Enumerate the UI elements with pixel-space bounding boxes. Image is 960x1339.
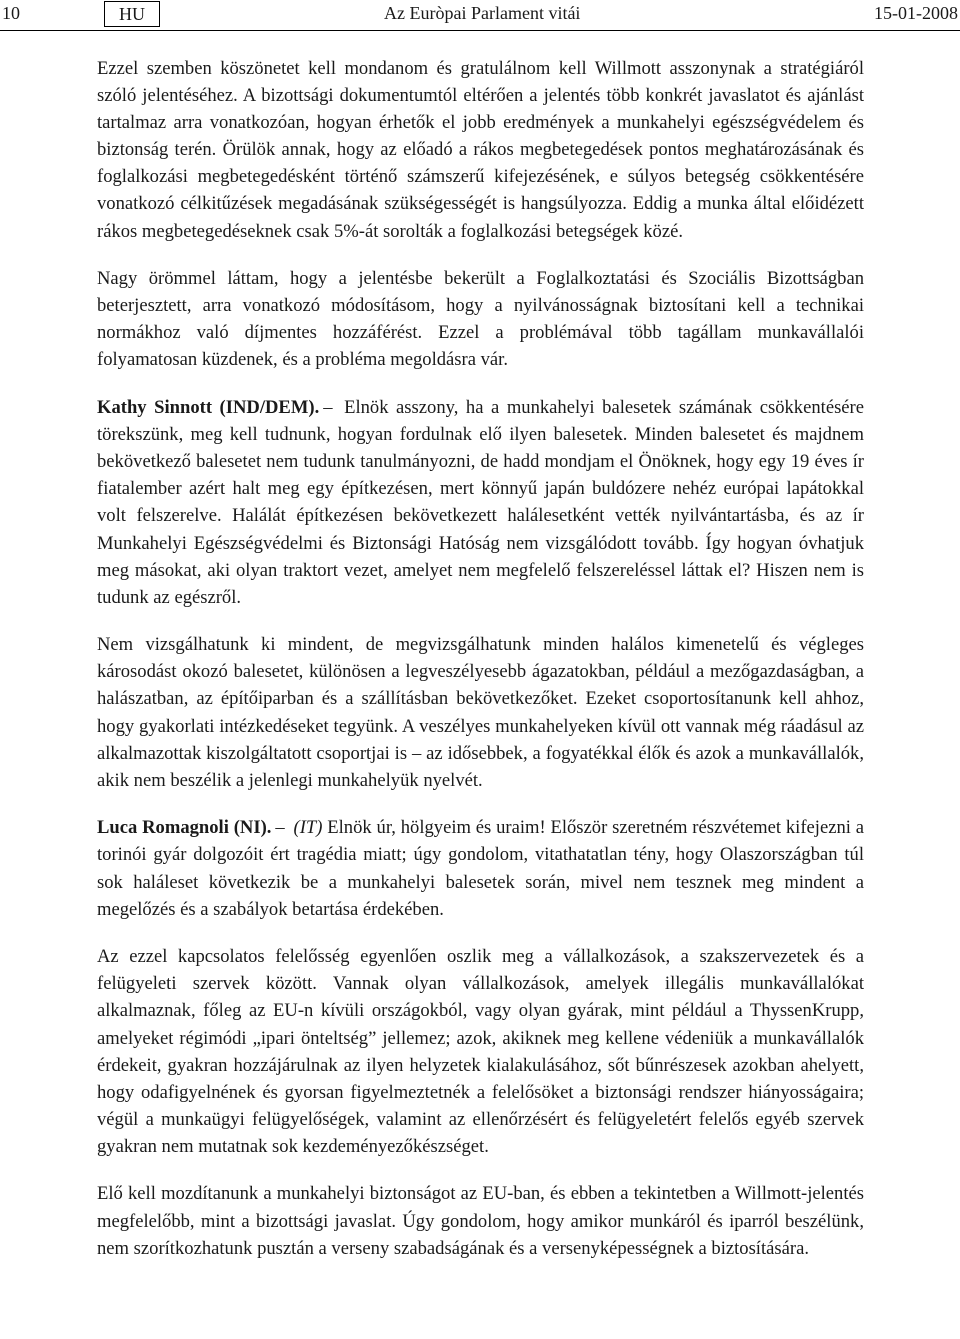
paragraph-3-speech: [97, 394, 864, 611]
paragraph-1: [97, 55, 864, 245]
paragraph-7: [97, 1180, 864, 1261]
paragraph-2: [97, 265, 864, 373]
speaker-name: Luca Romagnoli (NI).: [97, 817, 272, 839]
paragraph-text: Nem vizsgálhatunk ki mindent, de megvizsgálhatunk minden halálos kimenetelű és végleges károsodást okozó balesetet, különösen a legveszélyesebb ágazatokban, például a mezőgazdaságban, a halászatban, az építőiparban és a szállításban bekövetkezőket. Ezeket csoportosítanunk kell ahhoz, hogy gyakorlati intézkedéseket tegyünk. A veszélyes munkahelyeken kívül ott vannak még ráadásul az alkalmazottak kiszolgáltatott csoportjai is – az idősebbek, a fogyatékkal élők és azok a munkavállalók, akik nem beszélik a jelenlegi munkahelyük nyelvét.: [97, 634, 864, 791]
speech-dash: –: [275, 817, 285, 839]
paragraph-text: Elő kell mozdítanunk a munkahelyi biztonságot az EU-ban, és ebben a tekintetben a Willmott-jelentés megfelelőbb, mint a bizottsági javaslat. Úgy gondolom, hogy amikor munkáról és iparról beszélünk, nem szorítkozhatunk pusztán a verseny szabadságának és a versenyképességnek a biztosítására.: [97, 1183, 864, 1259]
speech-dash: –: [323, 397, 333, 419]
page-number: 10: [2, 3, 20, 23]
paragraph-text: Az ezzel kapcsolatos felelősség egyenlően oszlik meg a vállalkozások, a szakszervezetek és a felügyeleti szervek között. Vannak olyan vállalkozások, amelyek illegális munkavállalókat alkalmaznak, főleg az EU-n kívüli országokból, vagy olyan gyárak, mint például a ThyssenKrupp, amelyeket régimódi „ipari önteltség” jellemez; azok, akiknek meg kellene védeniük a munkavállalók érdekeit, gyakran hozzájárulnak az ilyen helyzetek kialakulásához, sőt bűnrészesek azokban ahelyett, hogy odafigyelnének és gyorsan figyelmeztetnék a felelősöket a biztonsági rendszer hiányosságaira; végül a munkaügyi felügyelőségek, valamint az ellenőrzésért és felügyeletért felelős egyéb szervek gyakran nem mutatnak sok kezdeményezőkészséget.: [97, 946, 864, 1157]
paragraph-text: Ezzel szemben köszönetet kell mondanom és gratulálnom kell Willmott asszonynak a stratégiáról szóló jelentéséhez. A bizottsági dokumentumtól eltérően a jelentés több konkrét javaslatot és ajánlást tartalmaz arra vonatkozóan, hogyan érhetők el jobb eredmények a munkahelyi egészségvédelem és biztonság terén. Örülök annak, hogy az előadó a rákos megbetegedések pontos meghatározásának és foglalkozási megbetegedésként történő számszerű kifejezésének, e súlyos betegség csökkentésére vonatkozó célkitűzések megadásának szükségességét is hangsúlyozza. Eddig a munka által előidézett rákos megbetegedéseknek csak 5%-át sorolták a foglalkozási betegségek közé.: [97, 58, 864, 242]
publication-title: Az Euròpai Parlament vitái: [384, 3, 581, 23]
document-body: [97, 55, 864, 1282]
page-header: [0, 0, 960, 31]
paragraph-5-speech: [97, 814, 864, 922]
paragraph-text: Elnök asszony, ha a munkahelyi balesetek számának csökkentésére törekszünk, meg kell tudnunk, hogyan fordulnak elő ilyen balesetek. Minden balesetet és majdnem bekövetkező balesetet nem tudunk tanulmányozni, de hadd mondjam el Önöknek, hogy egy 19 éves ír fiatalember azért halt meg egy építkezésen, mert könnyű japán buldózere nehéz európai lapátokkal volt felszerelve. Halálát építkezésen bekövetkezett halálesetként vették nyilvántartásba, és az ír Munkahelyi Egészségvédelmi és Biztonsági Hatóság nem vizsgálódott tovább. Így hogyan óvhatjuk meg másokat, aki olyan traktort vezet, amelyet nem megfelelő felszereléssel láttak el? Hiszen nem is tudunk az egészről.: [97, 397, 865, 608]
paragraph-text: Nagy örömmel láttam, hogy a jelentésbe bekerült a Foglalkoztatási és Szociális Bizottságban beterjesztett, arra vonatkozó módosításom, hogy a nyilvánosságnak biztosítani kell a technikai normákhoz való díjmentes hozzáférést. Ezzel a problémával több tagállam munkavállalói folyamatosan küzdenek, és a probléma megoldásra vár.: [97, 268, 864, 371]
paragraph-text: Elnök úr, hölgyeim és uraim! Először szeretném részvétemet kifejezni a torinói gyár dolgozóit ért tragédia miatt; úgy gondolom, vitathatatlan tény, hogy Olaszországban túl sok haláleset következik be a munkahelyi balesetek során, mivel nem tesznek meg mindent a megelőzés és a szabályok betartása érdekében.: [97, 817, 864, 920]
speaker-name: Kathy Sinnott (IND/DEM).: [97, 397, 320, 419]
publication-date: 15-01-2008: [874, 3, 958, 23]
language-tag: (IT): [293, 817, 323, 839]
paragraph-4: [97, 631, 864, 794]
paragraph-6: [97, 943, 864, 1160]
language-code-box: HU: [104, 1, 160, 27]
